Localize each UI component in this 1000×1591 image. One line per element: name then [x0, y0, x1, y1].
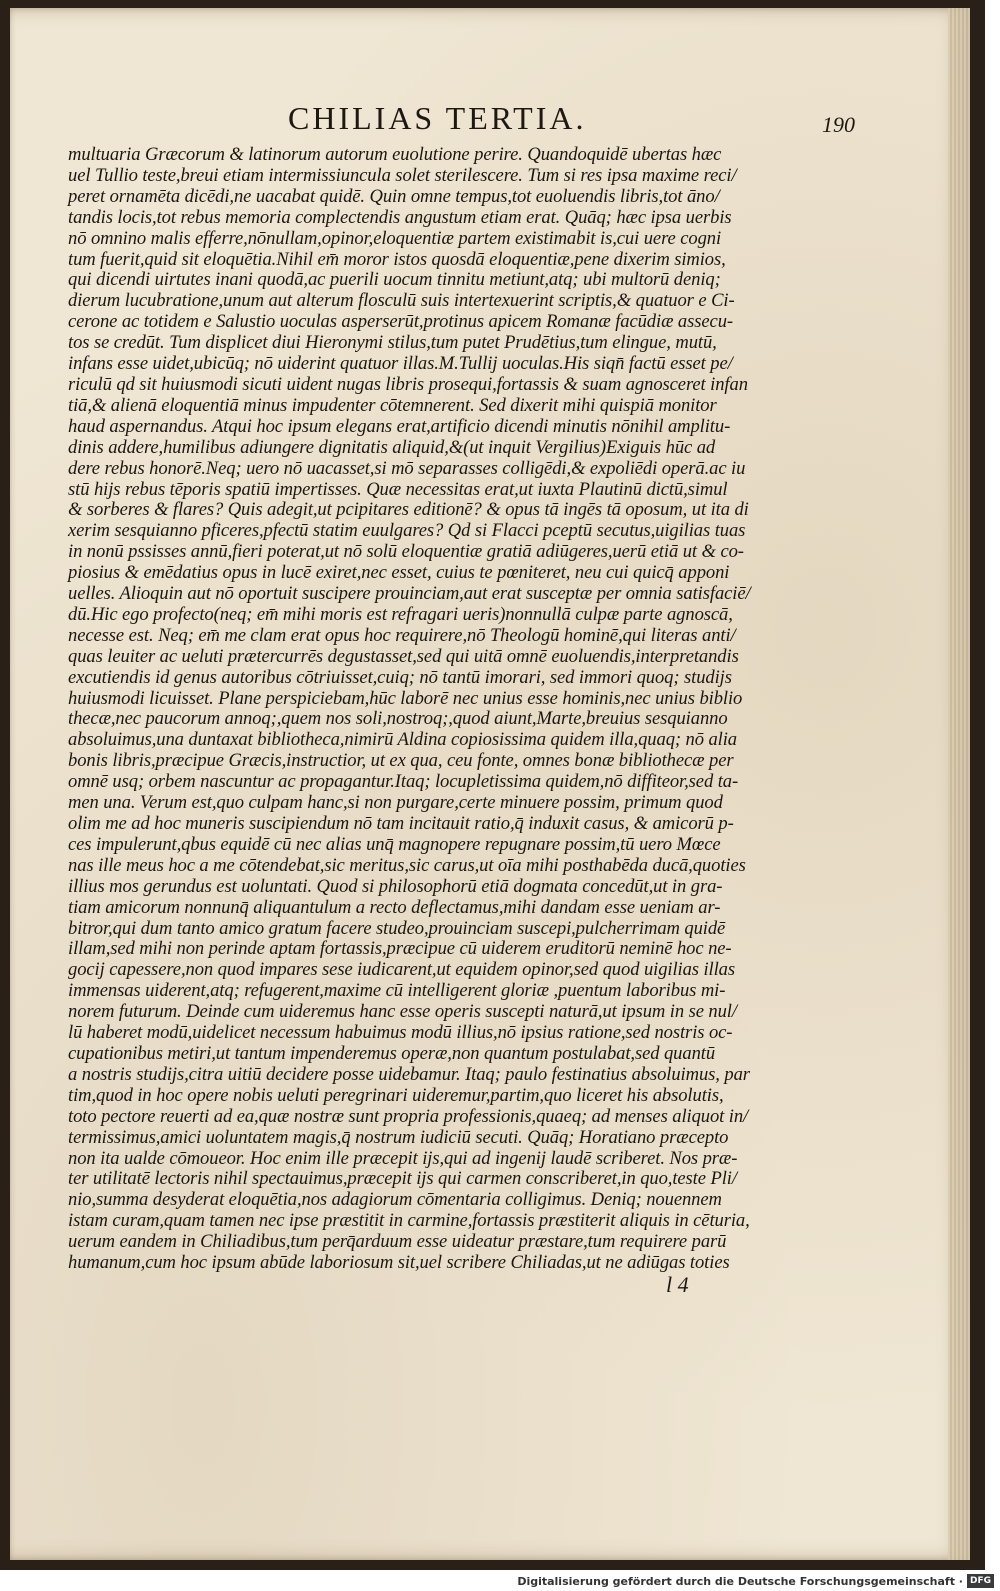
running-head: CHILIAS TERTIA.	[288, 100, 587, 136]
folio-number: 190	[822, 112, 855, 137]
text-line: dierum lucubratione,unum aut alterum flosculū suis intertexuerint scriptis,& quatuor e Ci-	[68, 290, 735, 312]
text-line: bitror,qui dum tanto amico gratum facere studeo,prouinciam suscepi,pulcherrimam quidē	[68, 917, 726, 939]
dfg-logo: DFG	[967, 1574, 994, 1588]
text-line: infans esse uidet,ubicūq; nō uiderint quatuor illas.M.Tullij uoculas.His siqn̄ factū esset pe/	[68, 353, 733, 375]
text-line: bonis libris,præcipue Græcis,instructior, ut ex qua, ceu fonte, omnes bonæ bibliothecæ per	[68, 750, 734, 772]
text-line: xerim sesquianno pficeres,pfectū statim euulgares? Qd si Flacci pceptū secutus,uigilias tuas	[68, 520, 746, 542]
text-line: non ita ualde cōmoueor. Hoc enim ille præcepit ijs,qui ad ingenij laudē scriberet. Nos præ-	[68, 1147, 738, 1169]
text-line: tandis locis,tot rebus memoria complectendis angustum etiam erat. Quāq; hæc ipsa uerbis	[68, 206, 732, 228]
text-line: piosius & emēdatius opus in lucē exiret,nec esset, cuius te pœniteret, neu cui quicq̄ apponi	[68, 562, 730, 584]
text-line: illius mos gerundus est uoluntati. Quod si philosophorū etiā dogmata concedūt,ut in gra-	[68, 875, 723, 897]
text-line: immensas uiderent,atq; refugerent,maxime cū intelligerent gloriæ ,puentum laboribus mi-	[68, 980, 726, 1002]
text-line: olim me ad hoc muneris suscipiendum nō tam incitauit ratio,q̄ induxit casus, & amicorū p-	[68, 813, 734, 834]
signature-mark: l 4	[666, 1272, 689, 1297]
text-line: cupationibus metiri,ut tantum impenderemus operæ,non quantum postulabat,sed quantū	[68, 1042, 716, 1064]
text-line: thecæ,nec paucorum annoq;,quem nos soli,nostroq;,quod aiunt,Marte,breuius sesquianno	[68, 708, 728, 730]
text-line: illam,sed mihi non perinde aptam fortassis,præcipue cū uiderem eruditorū neminē hoc ne-	[68, 938, 732, 960]
text-line: cerone ac totidem e Salustio uoculas asperserūt,protinus apicem Romanæ facūdiæ assecu-	[68, 311, 733, 333]
text-line: uelles. Alioquin aut nō oportuit suscipere prouinciam,aut erat susceptæ per omnia satisfaciē/	[68, 583, 751, 605]
text-line: haud aspernandus. Atqui hoc ipsum elegans erat,artificio dicendi minutis nōnihil amplitu-	[68, 415, 731, 437]
text-line: dere rebus honorē.Neq; uero nō uacasset,si mō separasses colligēdi,& expoliēdi operā.ac iu	[68, 457, 746, 479]
text-line: stū hijs rebus tēporis spatiū impertisses. Quæ necessitas erat,ut iuxta Plautinū dictū,simul	[68, 478, 728, 500]
text-line: dū.Hic ego profecto(neq; em̄ mihi moris est refragari ueris)nonnullā culpæ parte agnoscā,	[68, 603, 733, 625]
text-line: tum fuerit,quid sit eloquētia.Nihil em̄ moror istos quosdā eloquentiæ,pene dixerim simios,	[68, 248, 726, 270]
text-line: men una. Verum est,quo culpam hanc,si non purgare,certe minuere possim, primum quod	[68, 792, 723, 814]
text-line: uel Tullio teste,breui etiam intermissiuncula solet sterilescere. Tum si res ipsa maxime reci/	[68, 164, 737, 186]
text-line: dinis addere,humilibus adiungere dignitatis aliquid,&(ut inquit Vergilius)Exiguis hūc ad	[68, 436, 716, 458]
text-line: ces impulerunt,qbus equidē cū nec alias unq̄ magnopere repugnare possim,tū uero Mœce	[68, 833, 721, 855]
text-line: quas leuiter ac ueluti prætercurrēs degustasset,sed qui uitā omnē euoluendis,interpretandis	[68, 645, 739, 667]
text-line: nō omnino malis efferre,nōnullam,opinor,eloquentiæ partem existimabit is,cui uere cogni	[68, 227, 722, 249]
text-line: necesse est. Neq; em̄ me clam erat opus hoc requirere,nō Theologū hominē,qui literas anti/	[68, 624, 736, 646]
text-line: nio,summa desyderat eloquētia,nos adagiorum cōmentaria colligimus. Deniq; nouennem	[68, 1189, 722, 1211]
text-line: in nonū pssisses annū,fieri poterat,ut nō solū eloquentiæ gratiā adiūgeres,uerū etiā ut & co-	[68, 541, 744, 563]
text-line: huiusmodi licuisset. Plane perspiciebam,hūc laborē nec unius esse hominis,nec unius biblio	[68, 687, 743, 709]
text-line: istam curam,quam tamen nec ipse præstitit in carmine,fortassis præstiterit aliquis in cēturia,	[68, 1210, 750, 1232]
footer-credit-text: Digitalisierung gefördert durch die Deutsche Forschungsgemeinschaft ·	[517, 1574, 963, 1588]
text-line: absoluimus,una duntaxat bibliotheca,nimirū Aldina copiosissima quidem illa,quaq; nō alia	[68, 729, 738, 751]
text-line: termissimus,amici uoluntatem magis,q̄ nostrum iudiciū secuti. Quāq; Horatiano præcepto	[68, 1126, 729, 1148]
text-line: multuaria Græcorum & latinorum autorum euolutione perire. Quandoquidē ubertas hæc	[68, 144, 722, 165]
text-line: riculū qd sit huiusmodi sicuti uident nugas libris prosequi,fortassis & suam agnosceret infan	[68, 373, 748, 395]
book-page	[10, 8, 970, 1560]
text-line: omnē usq; orbem nascuntur ac propagantur.Itaq; locupletissima quidem,nō diffiteor,sed ta-	[68, 771, 739, 793]
digitization-footer	[517, 1574, 994, 1588]
text-line: norem futurum. Deinde cum uideremus hanc esse operis suscepti naturā,ut ipsum in se nul/	[68, 1001, 737, 1023]
text-line: tiam amicorum nonnunq̄ aliquantulum a recto deflectamus,mihi dandam esse ueniam ar-	[68, 896, 721, 918]
text-line: toto pectore reuerti ad ea,quæ nostræ sunt propria professionis,quaeq; ad menses aliquot in/	[68, 1105, 749, 1127]
text-line: nas ille meus hoc a me cōtendebat,sic meritus,sic carus,ut oīa mihi posthabēda ducā,quoties	[68, 854, 746, 876]
text-line: tiā,& alienā eloquentiā minus impudenter cōtemnerent. Sed dixerit mihi quispiā monitor	[68, 394, 717, 416]
text-line: a nostris studijs,citra uitiū decidere posse uidebamur. Itaq; paulo festinatius absoluimus, par	[68, 1063, 750, 1085]
page-edge-shading	[948, 8, 970, 1560]
text-line: ter utilitatē lectoris nihil spectauimus,præcepit ijs qui carmen conscriberet,in quo,teste Pli/	[68, 1168, 737, 1190]
text-line: gocij capessere,non quod impares sese iudicarent,ut equidem opinor,sed quod uigilias illas	[68, 959, 736, 981]
text-line: & sorberes & flares? Quis adegit,ut pcipitares editionē? & opus tā ingēs tā oposum, ut ita di	[68, 499, 749, 521]
text-line: uerum eandem in Chiliadibus,tum perq̄arduum esse uideatur præstare,tum requirere parū	[68, 1231, 727, 1253]
body-text-block	[68, 145, 794, 1274]
text-line: tos se credūt. Tum displicet diui Hieronymi stilus,tum putet Prudētius,tum elingue, mutū,	[68, 332, 717, 354]
text-line: tim,quod in hoc opere nobis ueluti peregrinari uideremur,partim,quo liceret his absolutis,	[68, 1084, 724, 1106]
text-line: humanum,cum hoc ipsum abūde laboriosum sit,uel scribere Chiliadas,ut ne adiūgas toties	[68, 1252, 730, 1274]
text-line: lū haberet modū,uidelicet necessum habuimus modū illius,nō ipsius ratione,sed nostris oc-	[68, 1022, 733, 1044]
text-line: peret ornamēta dicēdi,ne uacabat quidē. Quin omne tempus,tot euoluendis libris,tot āno/	[68, 185, 720, 207]
text-line: excutiendis id genus autoribus cōtriuisset,cuiq; nō tantū imorari, sed immori quoq; studijs	[68, 666, 732, 688]
text-line: qui dicendi uirtutes inani quodā,ac puerili uocum tinnitu metiunt,atq; ubi multorū deniq;	[68, 269, 721, 291]
